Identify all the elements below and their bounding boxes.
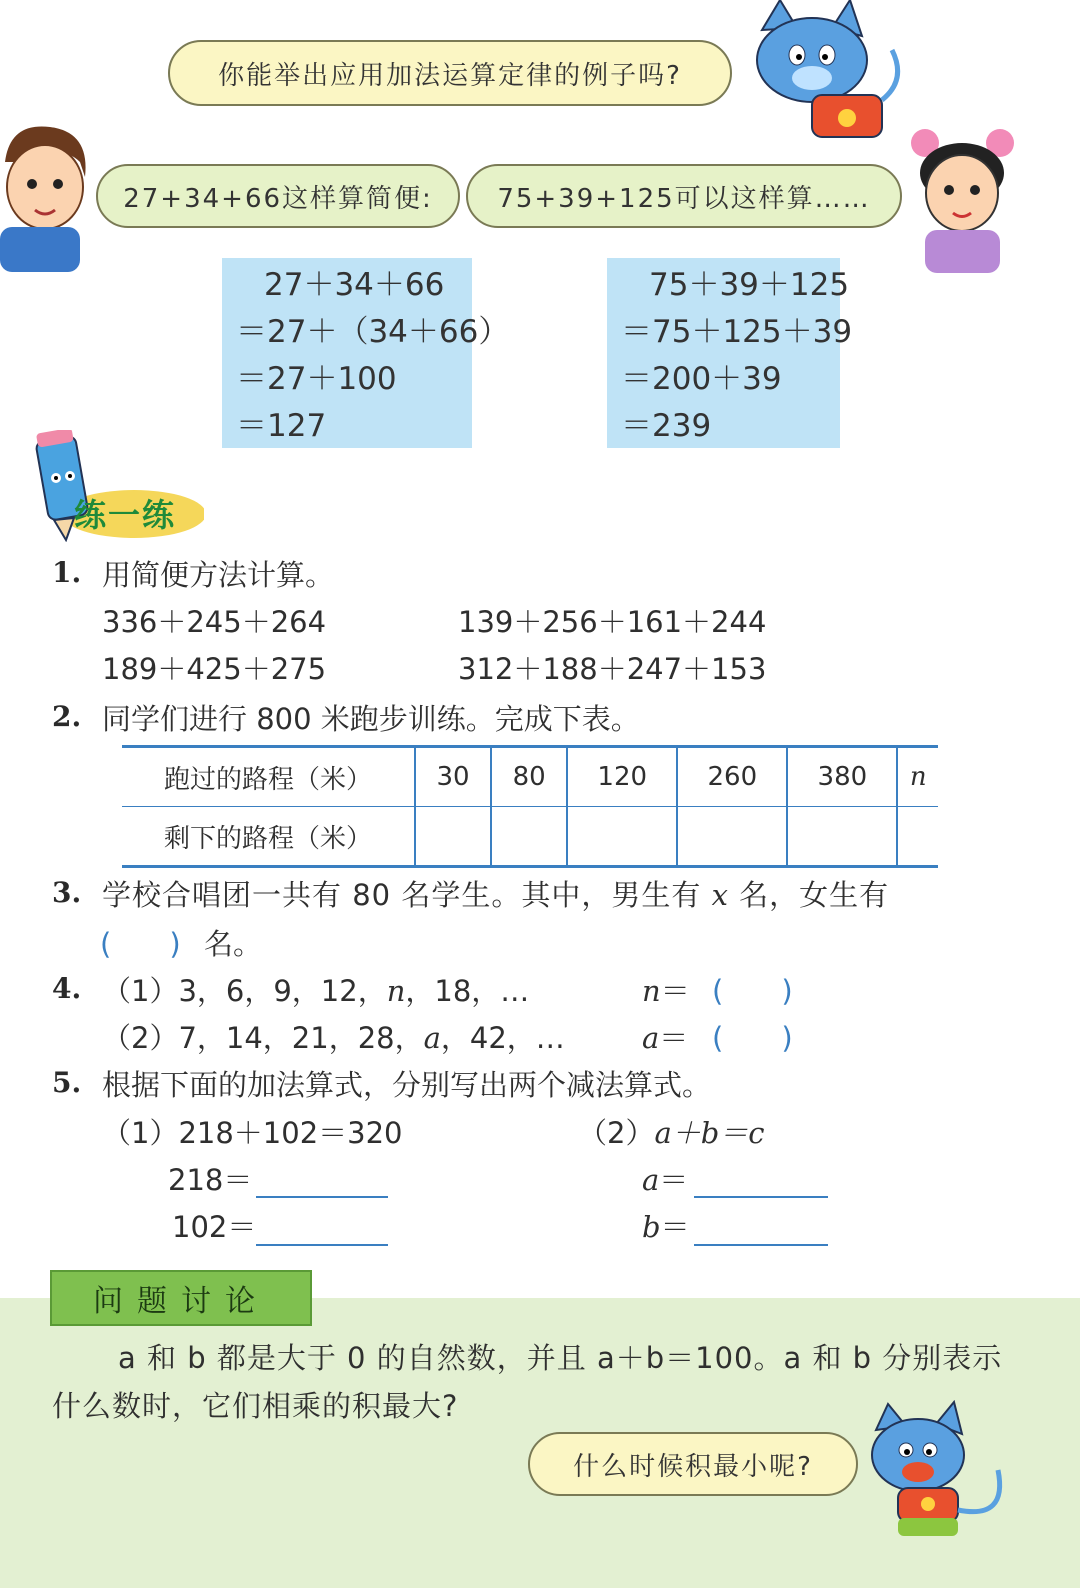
q1-item: 189＋425＋275 bbox=[102, 652, 327, 686]
calc-line: ＝200＋39 bbox=[621, 361, 782, 397]
q4-ans2 bbox=[642, 1016, 688, 1057]
discussion-line-1: a 和 b 都是大于 0 的自然数，并且 a＋b＝100。a 和 b 分别表示 bbox=[118, 1341, 1003, 1375]
q4-number: 4. bbox=[52, 972, 82, 1005]
discussion-line-2: 什么数时，它们相乘的积最大? bbox=[52, 1389, 459, 1423]
calc-line: ＝27＋（34＋66） bbox=[236, 314, 510, 350]
speech-bubble-girl: 75+39+125可以这样算…… bbox=[466, 164, 902, 228]
q1-item: 312＋188＋247＋153 bbox=[458, 652, 767, 686]
calc-line: ＝127 bbox=[236, 408, 327, 444]
q3-var: x bbox=[711, 878, 729, 912]
answer-line[interactable] bbox=[256, 1244, 388, 1246]
cat-mascot-icon bbox=[742, 0, 912, 140]
q5-right-title bbox=[578, 1111, 765, 1152]
q5-text: 根据下面的加法算式，分别写出两个减法算式。 bbox=[102, 1068, 712, 1102]
q2-text: 同学们进行 800 米跑步训练。完成下表。 bbox=[102, 702, 640, 736]
q4-line1 bbox=[102, 969, 529, 1010]
q5-right-prefix: （2） bbox=[578, 1116, 655, 1150]
calc-box-left bbox=[222, 258, 510, 448]
table-row bbox=[122, 807, 938, 867]
q1-text: 用简便方法计算。 bbox=[102, 558, 335, 592]
q3-answer-blank[interactable]: ( ) bbox=[100, 927, 181, 961]
q4-answer-blank-1[interactable]: ( ) bbox=[712, 974, 793, 1008]
q1-item: 336＋245＋264 bbox=[102, 605, 327, 639]
table-input-cell[interactable] bbox=[491, 807, 567, 867]
q4-ans2-var: a bbox=[642, 1021, 660, 1055]
q5-left-1: 218＝ bbox=[168, 1163, 253, 1197]
q4-ans1-var: n bbox=[642, 974, 661, 1008]
table-row bbox=[122, 747, 938, 807]
speech-bubble-bottom: 什么时候积最小呢? bbox=[528, 1432, 858, 1496]
table-header-cell: 跑过的路程（米） bbox=[122, 747, 415, 807]
q4-line2 bbox=[102, 1016, 565, 1057]
q1-number: 1. bbox=[52, 556, 82, 589]
q4-eq: ＝ bbox=[659, 1021, 689, 1055]
table-input-cell[interactable] bbox=[897, 807, 938, 867]
table-cell: 380 bbox=[787, 747, 897, 807]
calc-line: ＝75＋125＋39 bbox=[621, 314, 853, 350]
table-cell: n bbox=[897, 747, 938, 807]
q4-seq-2: （2）7，14，21，28， bbox=[102, 1021, 424, 1055]
calc-line: 27＋34＋66 bbox=[264, 267, 445, 303]
practice-title: 练一练 bbox=[74, 496, 177, 534]
q2-number: 2. bbox=[52, 700, 82, 733]
table-input-cell[interactable] bbox=[677, 807, 787, 867]
q4-seq-1-tail: ，18，… bbox=[405, 974, 530, 1008]
q5-left-title: （1）218＋102＝320 bbox=[102, 1116, 403, 1150]
q3-text-b: 名，女生有 bbox=[739, 878, 890, 912]
q3-number: 3. bbox=[52, 876, 82, 909]
calc-line: 75＋39＋125 bbox=[649, 267, 850, 303]
q5-eq: ＝ bbox=[659, 1163, 689, 1197]
speech-bubble-top: 你能举出应用加法运算定律的例子吗? bbox=[168, 40, 732, 106]
calc-box-right bbox=[607, 258, 853, 448]
q3-tail: 名。 bbox=[204, 927, 263, 961]
answer-line[interactable] bbox=[256, 1196, 388, 1198]
table-cell: 30 bbox=[415, 747, 491, 807]
q5-right-2 bbox=[642, 1205, 690, 1246]
q4-ans1 bbox=[642, 969, 690, 1010]
q4-var-a: a bbox=[423, 1021, 441, 1055]
q5-left-2: 102＝ bbox=[172, 1210, 257, 1244]
q3-text-a: 学校合唱团一共有 80 名学生。其中，男生有 bbox=[102, 878, 702, 912]
q1-item: 139＋256＋161＋244 bbox=[458, 605, 767, 639]
running-table bbox=[122, 745, 938, 868]
q5-var-b: b bbox=[642, 1210, 661, 1244]
q5-var-a: a bbox=[642, 1163, 660, 1197]
q3-text bbox=[102, 873, 889, 914]
answer-line[interactable] bbox=[694, 1244, 828, 1246]
table-cell: 260 bbox=[677, 747, 787, 807]
table-input-cell[interactable] bbox=[787, 807, 897, 867]
q5-right-expr: a＋b＝c bbox=[654, 1116, 765, 1150]
table-header-cell: 剩下的路程（米） bbox=[122, 807, 415, 867]
q4-seq-1: （1）3，6，9，12， bbox=[102, 974, 387, 1008]
q5-number: 5. bbox=[52, 1066, 82, 1099]
table-input-cell[interactable] bbox=[415, 807, 491, 867]
table-input-cell[interactable] bbox=[567, 807, 677, 867]
q5-eq: ＝ bbox=[660, 1210, 690, 1244]
girl-character-icon bbox=[905, 118, 1020, 273]
table-cell: 120 bbox=[567, 747, 677, 807]
q4-eq: ＝ bbox=[660, 974, 690, 1008]
speech-bubble-boy: 27+34+66这样算简便: bbox=[96, 164, 460, 228]
q4-seq-2-tail: ，42，… bbox=[440, 1021, 565, 1055]
cat-mascot-icon bbox=[858, 1400, 1018, 1540]
discussion-title: 问题讨论 bbox=[50, 1270, 312, 1326]
calc-line: ＝27＋100 bbox=[236, 361, 397, 397]
q5-right-1 bbox=[642, 1158, 688, 1199]
calc-line: ＝239 bbox=[621, 408, 712, 444]
table-cell: 80 bbox=[491, 747, 567, 807]
answer-line[interactable] bbox=[694, 1196, 828, 1198]
q4-var-n: n bbox=[386, 974, 406, 1008]
q4-answer-blank-2[interactable]: ( ) bbox=[712, 1021, 793, 1055]
boy-character-icon bbox=[0, 122, 90, 272]
